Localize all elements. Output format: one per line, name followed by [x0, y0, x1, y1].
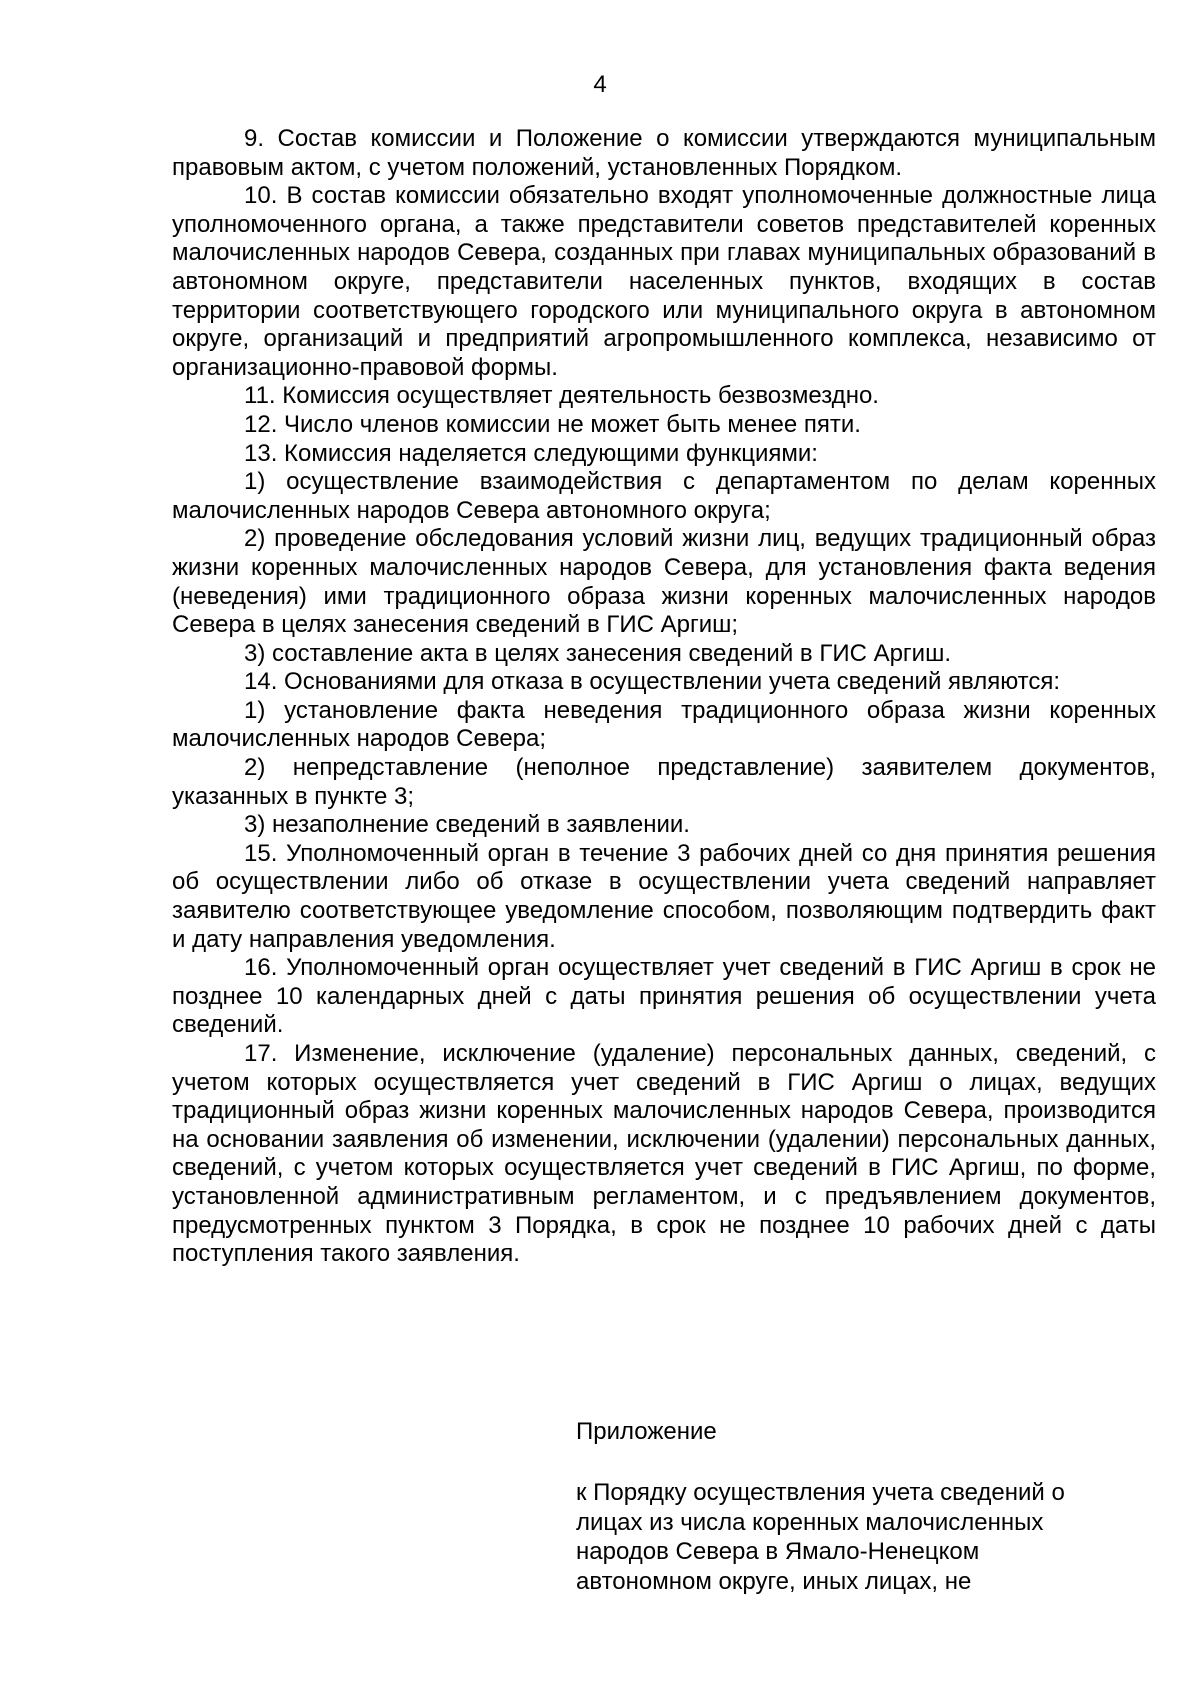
appendix-caption-line: народов Севера в Ямало-Ненецком: [576, 1538, 980, 1565]
paragraph-13: 13. Комиссия наделяется следующими функциями:: [244, 439, 818, 467]
paragraph-17: 17. Изменение, исключение (удаление) персональных данных, сведений, с учетом которых осуществляется учет сведений в ГИС Аргиш о лицах, ведущих традиционный образ жизни коренных малочисленных народов Севера, производится на основании заявления об изменении, исключении (удалении) персональных данных, сведений, с учетом которых осуществляется учет сведений в ГИС Аргиш, по форме, установленной административным регламентом, и с предъявлением документов, предусмотренных пунктом 3 Порядка, в срок не позднее 10 рабочих дней с даты поступления такого заявления.: [172, 1040, 1156, 1268]
paragraph-12: 12. Число членов комиссии не может быть менее пяти.: [244, 410, 861, 438]
paragraph-13-item-2: 2) проведение обследования условий жизни лиц, ведущих традиционный образ жизни коренных малочисленных народов Севера, для установления факта ведения (неведения) ими традиционного образа жизни коренных малочисленных народов Севера в целях занесения сведений в ГИС Аргиш;: [172, 525, 1156, 639]
page-number: 4: [593, 71, 607, 98]
appendix-caption-line: лицах из числа коренных малочисленных: [576, 1508, 1044, 1536]
paragraph-14-item-2: 2) непредставление (неполное представление) заявителем документов, указанных в пункте 3;: [172, 754, 1156, 810]
paragraph-9: 9. Состав комиссии и Положение о комиссии утверждаются муниципальным правовым актом, с учетом положений, установленных Порядком.: [172, 125, 1156, 181]
paragraph-14: 14. Основаниями для отказа в осуществлении учета сведений являются:: [244, 668, 1061, 696]
paragraph-13-item-3: 3) составление акта в целях занесения сведений в ГИС Аргиш.: [244, 639, 952, 667]
appendix-caption: [576, 1478, 1136, 1596]
document-body: [172, 125, 1156, 1269]
paragraph-13-item-1: 1) осуществление взаимодействия с департаментом по делам коренных малочисленных народов Севера автономного округа;: [172, 468, 1156, 524]
paragraph-15: 15. Уполномоченный орган в течение 3 рабочих дней со дня принятия решения об осуществлении либо об отказе в осуществлении учета сведений направляет заявителю соответствующее уведомление способом, позволяющим подтвердить факт и дату направления уведомления.: [172, 839, 1156, 953]
paragraph-11: 11. Комиссия осуществляет деятельность безвозмездно.: [244, 382, 879, 410]
paragraph-14-item-3: 3) незаполнение сведений в заявлении.: [244, 811, 690, 839]
appendix-title: Приложение: [576, 1418, 717, 1445]
paragraph-10: 10. В состав комиссии обязательно входят уполномоченные должностные лица уполномоченного органа, а также представители советов представителей коренных малочисленных народов Севера, созданных при главах муниципальных образований в автономном округе, представители населенных пунктов, входящих в состав территории соответствующего городского или муниципального округа в автономном округе, организаций и предприятий агропромышленного комплекса, независимо от организационно-правовой формы.: [172, 182, 1156, 381]
paragraph-16: 16. Уполномоченный орган осуществляет учет сведений в ГИС Аргиш в срок не позднее 10 календарных дней с даты принятия решения об осуществлении учета сведений.: [172, 954, 1156, 1039]
appendix-caption-line: к Порядку осуществления учета сведений о: [576, 1479, 1065, 1506]
appendix-caption-line: автономном округе, иных лицах, не: [576, 1567, 972, 1595]
paragraph-14-item-1: 1) установление факта неведения традиционного образа жизни коренных малочисленных народов Севера;: [172, 696, 1156, 753]
